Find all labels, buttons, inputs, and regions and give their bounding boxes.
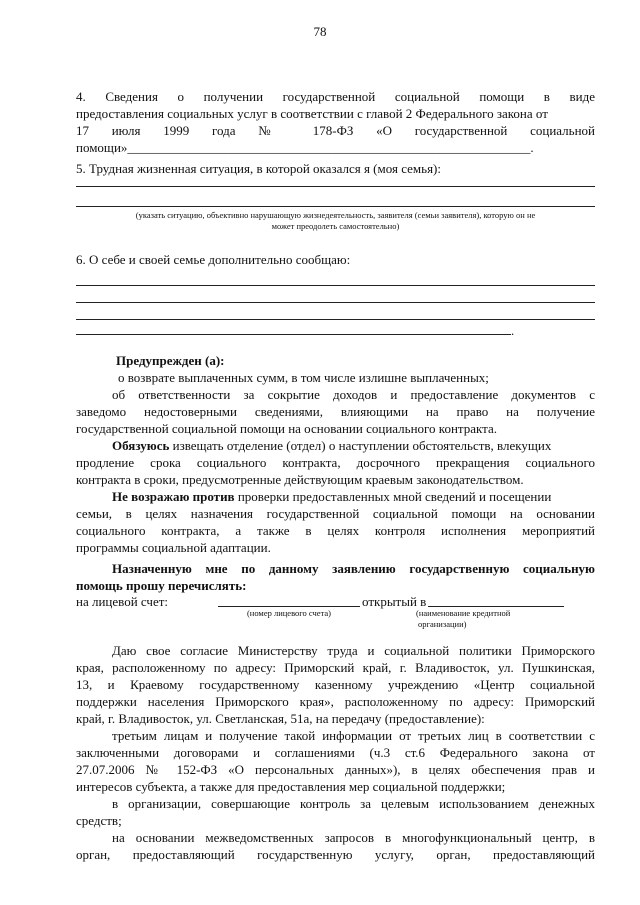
warned-title: Предупрежден (а): [116, 353, 225, 368]
noobject-bold: Не возражаю против [112, 489, 235, 504]
s4-line: предоставления социальных услуг в соответствии с главой 2 Федерального закона от [76, 106, 548, 121]
s4-line: 17 июля 1999 года № 178-ФЗ «О государственной социальной [76, 123, 595, 138]
commit-line: контракта в сроки, предусмотренные действующим краевым законодательством. [76, 472, 524, 487]
consent-block [76, 642, 595, 863]
section-6-label [76, 251, 595, 268]
noobject-line: семьи, в целях назначения государственной социальной помощи на основании [76, 506, 595, 521]
s5-hint-line: (указать ситуацию, объективно нарушающую жизнедеятельность, заявителя (семьи заявителя), которую он не [135, 210, 536, 220]
consent-item-1: заключенными договорами и соглашениями (ч.3 ст.6 Федерального закона от [76, 745, 595, 760]
commit-line: продление срока социального контракта, досрочного прекращения социального [76, 455, 595, 470]
consent-item-3: орган, предоставляющий государственную услугу, орган, предоставляющий [76, 847, 595, 862]
consent-line: 13, и Краевому государственному казенному учреждению «Центр социальной [76, 677, 595, 692]
account-hint: (номер лицевого счета) [246, 608, 332, 618]
consent-item-1: третьим лицам и получение такой информации от третьих лиц в соответствии с [112, 728, 595, 743]
s6-label-text: 6. О себе и своей семье дополнительно сообщаю: [76, 252, 351, 267]
page-number: 78 [313, 24, 327, 39]
consent-item-1: 27.07.2006 № 152-ФЗ «О персональных данных»), в целях обеспечения прав и [76, 762, 595, 777]
noobject-line: программы социальной адаптации. [76, 540, 271, 555]
opened-in-label: открытый в [362, 594, 427, 609]
consent-item-1: интересов субъекта, а также для предоставления мер социальной поддержки; [76, 779, 506, 794]
warned-block [76, 352, 595, 594]
s6-fill-line [76, 319, 595, 320]
s5-hint-line: может преодолеть самостоятельно) [271, 221, 400, 231]
warned-p2: заведомо недостоверными сведениями, влияющими на право на получение [76, 404, 595, 419]
s6-fill-line [76, 334, 511, 335]
noobject-line: социального контракта, а также в целях контроля исполнения мероприятий [76, 523, 595, 538]
account-label: на лицевой счет: [76, 594, 169, 609]
section-4 [76, 88, 595, 156]
s4-line: 4. Сведения о получении государственной социальной помощи в виде [76, 89, 595, 104]
warned-p2: об ответственности за сокрытие доходов и предоставление документов с [112, 387, 595, 402]
bank-hint-line: организации) [418, 619, 467, 629]
consent-line: край, г. Владивосток, ул. Светланская, 51а, на передачу (предоставление): [76, 711, 485, 726]
consent-line: края, расположенному по адресу: Приморский край, г. Владивосток, ул. Пушкинская, [76, 660, 595, 675]
s4-line: помощи»______________________________________________________________. [76, 140, 534, 155]
bank-hint [416, 608, 546, 630]
s6-fill-line [76, 285, 595, 286]
s6-end-dot: . [511, 323, 515, 338]
consent-item-2: в организации, совершающие контроль за целевым использованием денежных [112, 796, 595, 811]
account-number-field[interactable] [218, 606, 360, 607]
consent-item-2: средств; [76, 813, 122, 828]
transfer-line: помощь прошу перечислять: [76, 578, 247, 593]
s5-fill-line [76, 186, 595, 187]
s5-hint [76, 210, 595, 232]
warned-p2: государственной социальной помощи на основании социального контракта. [76, 421, 498, 436]
bank-hint-line: (наименование кредитной [416, 608, 511, 618]
s5-fill-line [76, 206, 595, 207]
s5-label-text: 5. Трудная жизненная ситуация, в которой оказался я (моя семья): [76, 161, 441, 176]
warned-p1: о возврате выплаченных сумм, в том числе излишне выплаченных; [118, 370, 489, 385]
noobject-text: проверки предоставленных мной сведений и посещении [234, 489, 552, 504]
consent-item-3: на основании межведомственных запросов в многофункциональный центр, в [112, 830, 595, 845]
s6-fill-line [76, 302, 595, 303]
commit-bold: Обязуюсь [112, 438, 170, 453]
bank-name-field[interactable] [428, 606, 564, 607]
commit-text: извещать отделение (отдел) о наступлении обстоятельств, влекущих [169, 438, 552, 453]
consent-line: поддержки населения Приморского края», расположенному по адресу: Приморский [76, 694, 595, 709]
transfer-line: Назначенную мне по данному заявлению государственную социальную [112, 561, 595, 576]
consent-line: Даю свое согласие Министерству труда и социальной политики Приморского [112, 643, 595, 658]
section-5-label [76, 160, 595, 177]
